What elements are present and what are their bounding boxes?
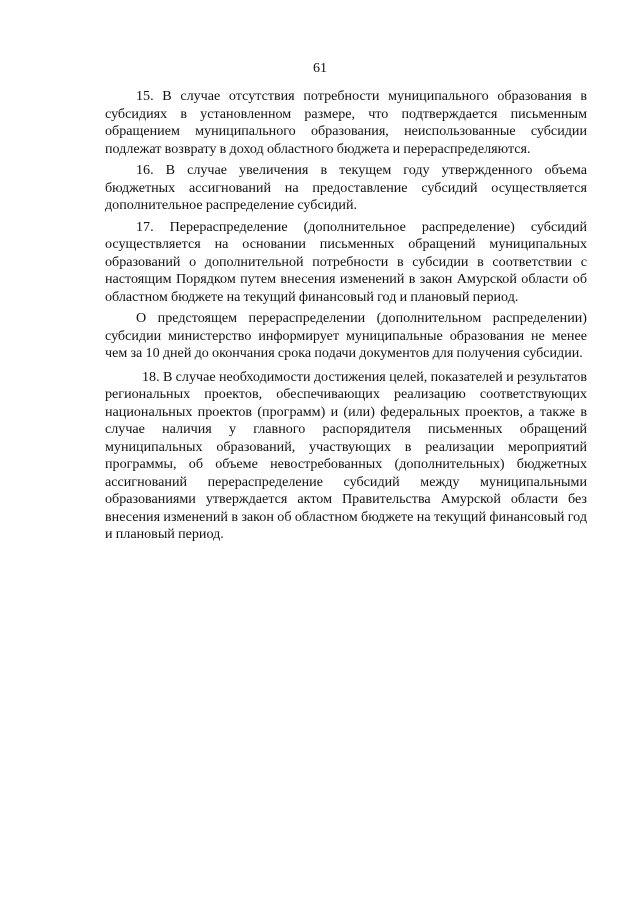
paragraph-notification: О предстоящем перераспределении (дополнительном распределении) субсидии министерство информирует муниципальные образования не менее чем за 10 дней до окончания срока подачи документов для получения субсидии. xyxy=(105,310,587,361)
paragraph-16: 16. В случае увеличения в текущем году утвержденного объема бюджетных ассигнований на предоставление субсидий осуществляется дополнительное распределение субсидий. xyxy=(105,162,587,213)
paragraph-18: 18. В случае необходимости достижения целей, показателей и результатов региональных проектов, обеспечивающих реализацию соответствующих национальных проектов (программ) и (или) федеральных проектов, а также в случае наличия у главного распорядителя письменных обращений муниципальных образований, участвующих в реализации мероприятий программы, об объеме невостребованных (дополнительных) бюджетных ассигнований перераспределение субсидий между муниципальными образованиями утверждается актом Правительства Амурской области без внесения изменений в закон об областном бюджете на текущий финансовый год и плановый период. xyxy=(105,368,587,542)
paragraph-15: 15. В случае отсутствия потребности муниципального образования в субсидиях в установленном размере, что подтверждается письменным обращением муниципального образования, неиспользованные субсидии подлежат возврату в доход областного бюджета и перераспределяются. xyxy=(105,88,587,157)
page-number: 61 xyxy=(313,61,327,76)
document-body xyxy=(105,88,587,544)
paragraph-17: 17. Перераспределение (дополнительное распределение) субсидий осуществляется на основании письменных обращений муниципальных образований о дополнительной потребности в субсидии в соответствии с настоящим Порядком путем внесения изменений в закон Амурской области об областном бюджете на текущий финансовый год и плановый период. xyxy=(105,218,587,305)
